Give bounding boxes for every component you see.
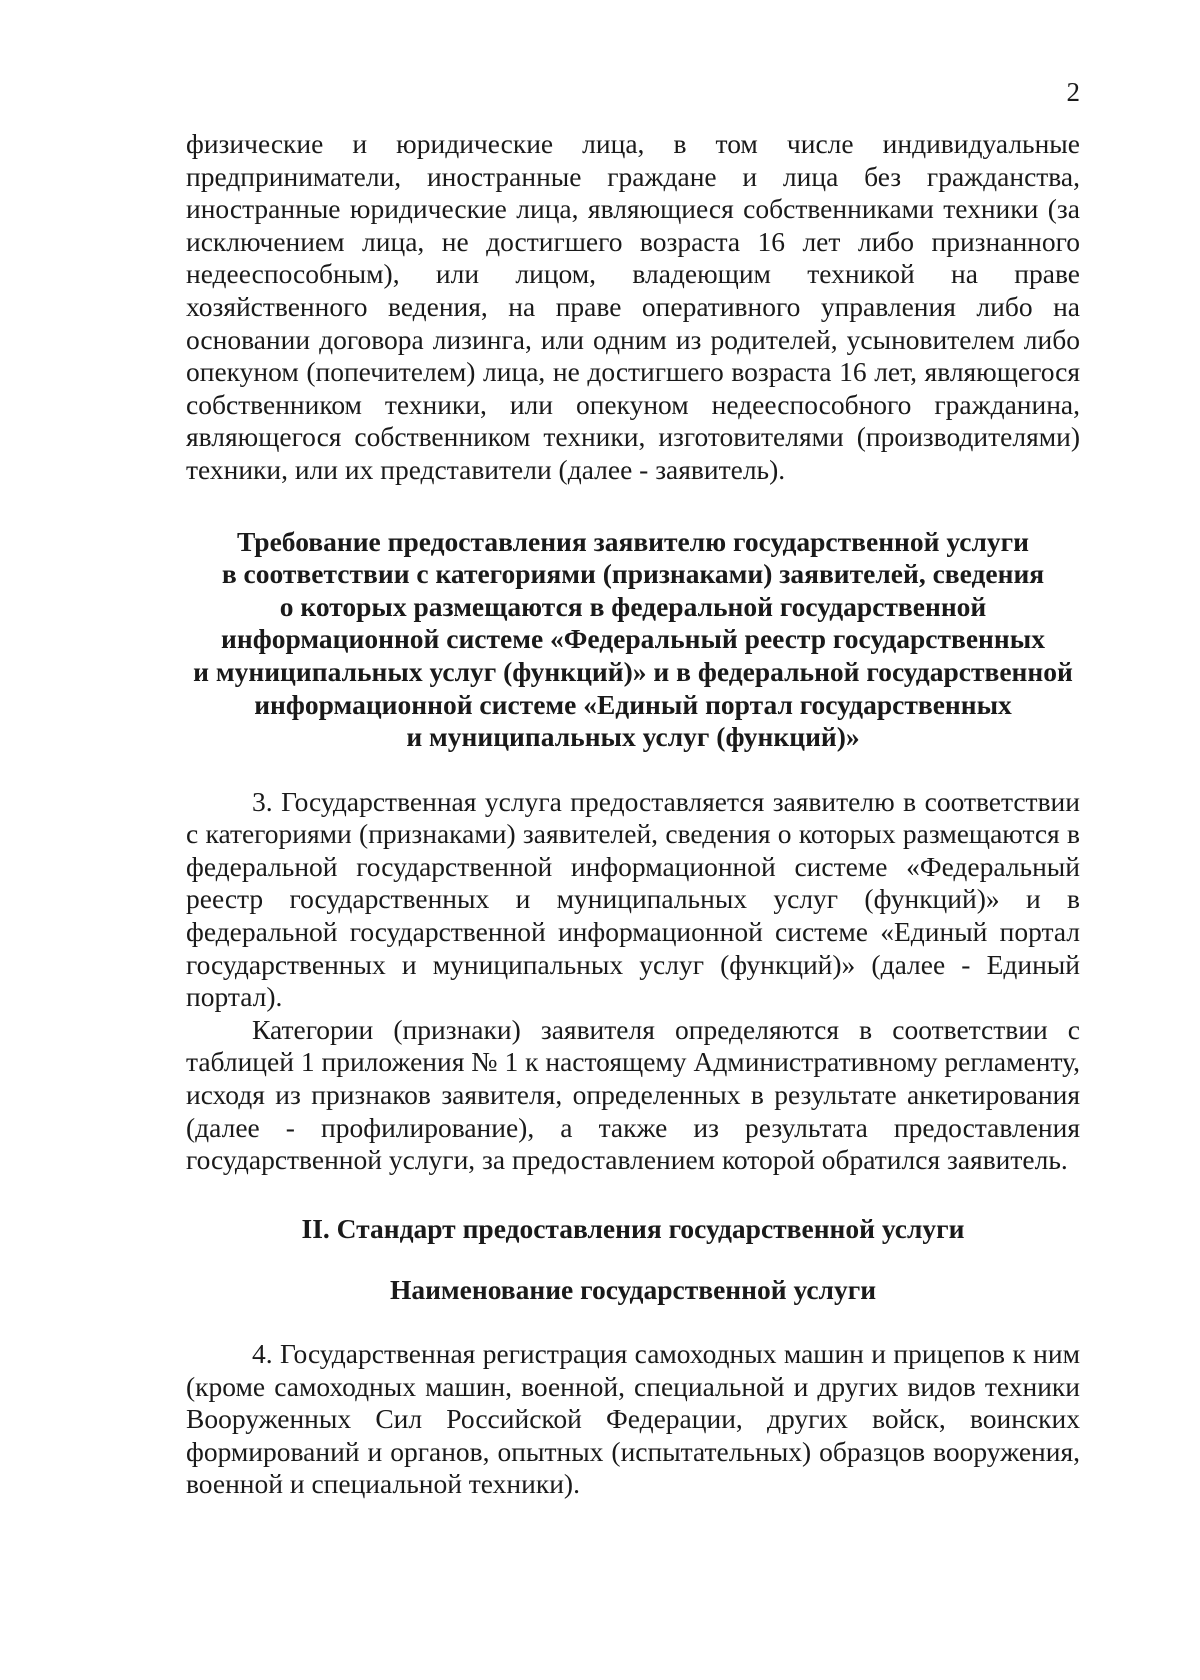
requirement-heading-line: и муниципальных услуг (функций)» — [406, 721, 860, 753]
requirement-heading-line: информационной системе «Единый портал государственных — [254, 688, 1012, 720]
intro-paragraph: физические и юридические лица, в том числе индивидуальные предприниматели, иностранные граждане и лица без гражданства, иностранные юридические лица, являющиеся собственниками техники (за исключением лица, не достигшего возраста 16 лет либо признанного недееспособным), или лицом, владеющим техникой на праве хозяйственного ведения, на праве оперативного управления либо на основании договора лизинга, или одним из родителей, усыновителем либо опекуном (попечителем) лица, не достигшего возраста 16 лет, являющегося собственником техники, или опекуном недееспособного гражданина, являющегося собственником техники, изготовителями (производителями) техники, или их представители (далее - заявитель). — [186, 128, 1080, 485]
requirement-heading-line: и муниципальных услуг (функций)» и в федеральной государственной — [193, 655, 1073, 687]
paragraph-4: 4. Государственная регистрация самоходных машин и прицепов к ним (кроме самоходных машин, военной, специальной и других видов техники Вооруженных Сил Российской Федерации, других войск, воинских формирований и органов, опытных (испытательных) образцов вооружения, военной и специальной техники). — [186, 1338, 1080, 1500]
categories-paragraph: Категории (признаки) заявителя определяются в соответствии с таблицей 1 приложения № 1 к настоящему Административному регламенту, исходя из признаков заявителя, определенных в результате анкетирования (далее - профилирование), а также из результата предоставления государственной услуги, за предоставлением которой обратился заявитель. — [186, 1013, 1080, 1176]
document-body — [186, 128, 1080, 1501]
paragraph-3: 3. Государственная услуга предоставляется заявителю в соответствии с категориями (признаками) заявителей, сведения о которых размещаются в федеральной государственной информационной системе «Федеральный реестр государственных и муниципальных услуг (функций)» и в федеральной государственной информационной системе «Единый портал государственных и муниципальных услуг (функций)» (далее - Единый портал). — [186, 785, 1080, 1013]
page-number: 2 — [1066, 77, 1080, 107]
requirement-heading-line: Требование предоставления заявителю государственной услуги — [237, 525, 1029, 557]
requirement-heading-line: информационной системе «Федеральный реестр государственных — [221, 623, 1045, 655]
requirement-heading-line: в соответствии с категориями (признаками) заявителей, сведения — [221, 558, 1045, 590]
service-name-heading: Наименование государственной услуги — [389, 1274, 877, 1306]
section-heading: II. Стандарт предоставления государственной услуги — [301, 1212, 965, 1244]
requirement-heading — [186, 526, 1080, 754]
requirement-heading-line: о которых размещаются в федеральной государственной — [279, 590, 987, 622]
